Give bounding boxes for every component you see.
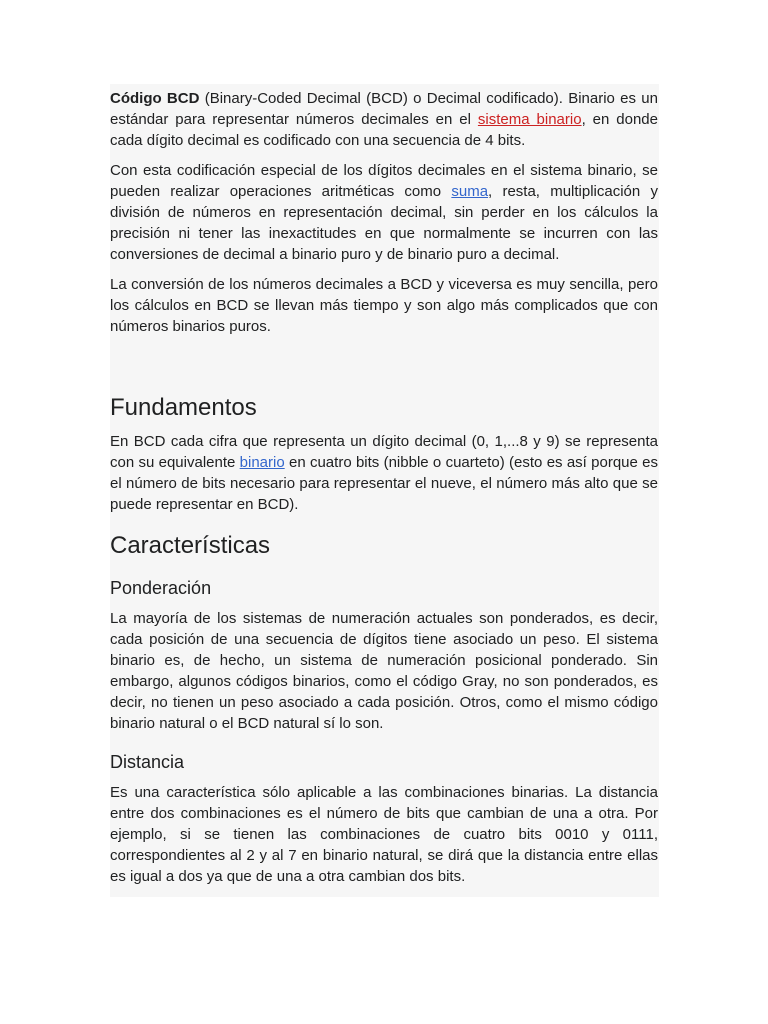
article-content [110,88,658,896]
section-spacer [110,524,658,532]
heading-distancia: Distancia [110,752,185,772]
fundamentos-end: en cuatro bits (nibble o cuarteto) (esto es así porque es el número de bits necesario para representar el nueve, el número más alto que se puede representar en BCD). [110,454,658,513]
section-spacer [110,569,658,577]
intro-p2-text: Con esta codificación especial de los dígitos decimales en el sistema binario, se pueden realizar operaciones aritméticas como [110,162,658,200]
ponderacion-paragraph: La mayoría de los sistemas de numeración actuales son ponderados, es decir, cada posición de una secuencia de dígitos tiene asociado un peso. El sistema binario es, de hecho, un sistema de numeración posicional ponderado. Sin embargo, algunos códigos binarios, como el código Gray, no son ponderados, es decir, no tienen un peso asociado a cada posición. Otros, como el mismo código binario natural o el BCD natural sí lo son. [110,610,658,732]
intro-p2-end: , resta, multiplicación y división de números en representación decimal, sin perder en los cálculos la precisión ni tener las inexactitudes en que normalmente se incurren con las conversiones de decimal a binario puro y de binario puro a decimal. [110,183,658,263]
fundamentos-paragraph [110,431,658,515]
link-suma[interactable]: suma [451,183,489,200]
intro-paragraph-1 [110,88,658,151]
intro-paragraph-3: La conversión de los números decimales a BCD y viceversa es muy sencilla, pero los cálculos en BCD se llevan más tiempo y son algo más complicados que con números binarios puros. [110,276,658,335]
section-spacer [110,743,658,751]
distancia-paragraph: Es una característica sólo aplicable a las combinaciones binarias. La distancia entre dos combinaciones es el número de bits que cambian de una a otra. Por ejemplo, si se tienen las combinaciones de cuatro bits 0010 y 0111, correspondientes al 2 y al 7 en binario natural, se dirá que la distancia entre ellas es igual a dos ya que de una a otra cambian dos bits. [110,784,658,885]
intro-paragraph-2 [110,160,658,265]
section-spacer [110,346,658,394]
intro-term: Código BCD [110,90,200,107]
heading-fundamentos: Fundamentos [110,394,257,421]
intro-p1-end: , en donde cada dígito decimal es codificado con una secuencia de 4 bits. [110,111,658,149]
heading-caracteristicas: Características [110,532,271,559]
intro-p1-text: (Binary-Coded Decimal (BCD) o Decimal codificado). Binario es un estándar para representar números decimales en el [110,90,658,128]
link-binario[interactable]: binario [239,454,285,471]
link-sistema-binario[interactable]: sistema binario [477,111,582,128]
heading-ponderacion: Ponderación [110,578,212,598]
fundamentos-text: En BCD cada cifra que representa un dígito decimal (0, 1,...8 y 9) se representa con su equivalente [110,433,658,471]
